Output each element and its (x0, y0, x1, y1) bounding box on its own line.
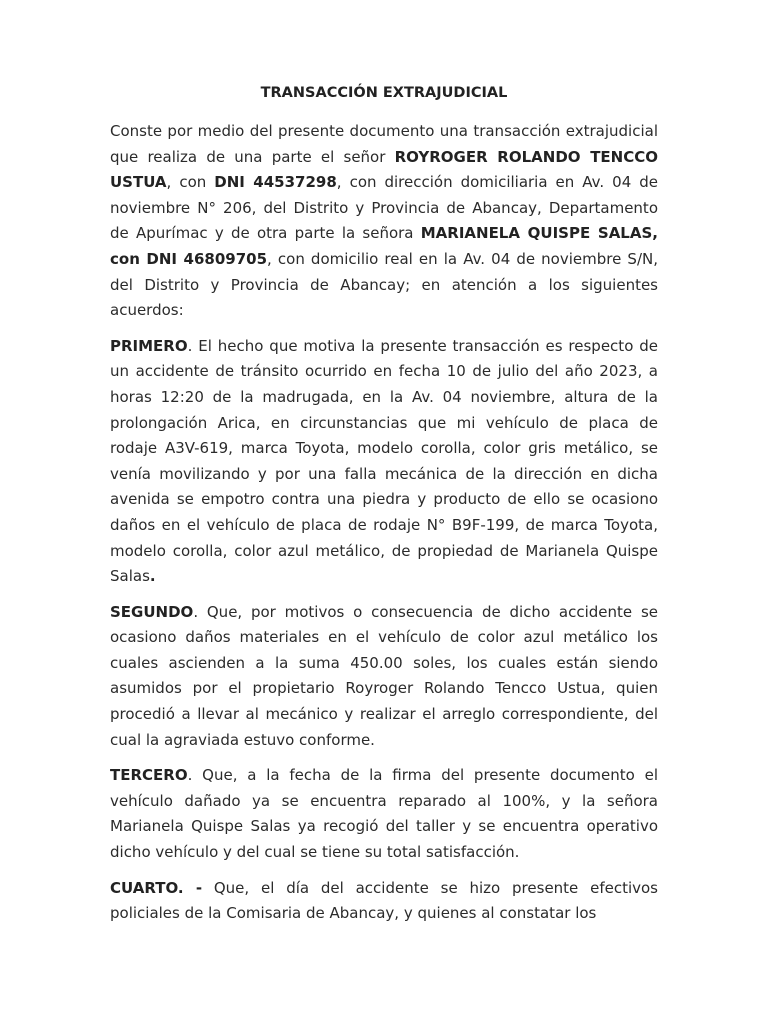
party-two-name: MARIANELA QUISPE SALAS (420, 224, 653, 243)
intro-text-2: , con (166, 173, 215, 192)
clause-label: PRIMERO (110, 336, 188, 355)
party-two-dni: , con DNI 46809705 (110, 224, 658, 268)
clause-primero (110, 334, 658, 590)
clause-label: TERCERO (110, 766, 188, 785)
clause-label: SEGUNDO (110, 602, 194, 621)
document-title: TRANSACCIÓN EXTRAJUDICIAL (260, 85, 508, 101)
clause-label: CUARTO. - (110, 878, 203, 897)
intro-text-3: , con dirección domiciliaria en Av. 04 de noviembre N° 206, del Distrito y Provincia de Abancay, Departamento de Apurímac y de otra parte la señora (110, 173, 658, 243)
clause-text: . Que, a la fecha de la firma del presente documento el vehículo dañado ya se encuentra reparado al 100%, y la señora Marianela Quispe Salas ya recogió del taller y se encuentra operativo dicho vehículo y del cual se tiene su total satisfacción. (110, 766, 658, 862)
clause-tercero (110, 763, 658, 865)
clause-cuarto (110, 876, 658, 927)
party-one-dni: DNI 44537298 (214, 173, 337, 192)
intro-paragraph (110, 119, 658, 324)
clause-text: . Que, por motivos o consecuencia de dicho accidente se ocasiono daños materiales en el vehículo de color azul metálico los cuales ascienden a la suma 450.00 soles, los cuales están siendo asumidos por el propietario Royroger Rolando Tencco Ustua, quien procedió a llevar al mecánico y realizar el arreglo correspondiente, del cual la agraviada estuvo conforme. (110, 602, 658, 749)
clause-text: . El hecho que motiva la presente transacción es respecto de un accidente de tránsito ocurrido en fecha 10 de julio del año 2023, a horas 12:20 de la madrugada, en la Av. 04 noviembre, altura de la prolongación Arica, en circunstancias que mi vehículo de placa de rodaje A3V-619, marca Toyota, modelo corolla, color gris metálico, se venía movilizando y por una falla mecánica de la dirección en dicha avenida se empotro contra una piedra y producto de ello se ocasiono daños en el vehículo de placa de rodaje N° B9F-199, de marca Toyota, modelo corolla, color azul metálico, de propiedad de Marianela Quispe Salas (110, 336, 658, 586)
clause-segundo (110, 600, 658, 754)
intro-text-1: Conste por medio del presente documento una transacción extrajudicial que realiza de una parte el señor (110, 122, 658, 166)
clause-text: Que, el día del accidente se hizo presente efectivos policiales de la Comisaria de Abancay, y quienes al constatar los (110, 878, 658, 923)
clause-end: . (149, 567, 156, 586)
party-one-name: ROYROGER ROLANDO TENCCO USTUA (110, 147, 658, 192)
intro-text-4: , con domicilio real en la Av. 04 de noviembre S/N, del Distrito y Provincia de Abancay; en atención a los siguientes acuerdos: (110, 249, 658, 320)
